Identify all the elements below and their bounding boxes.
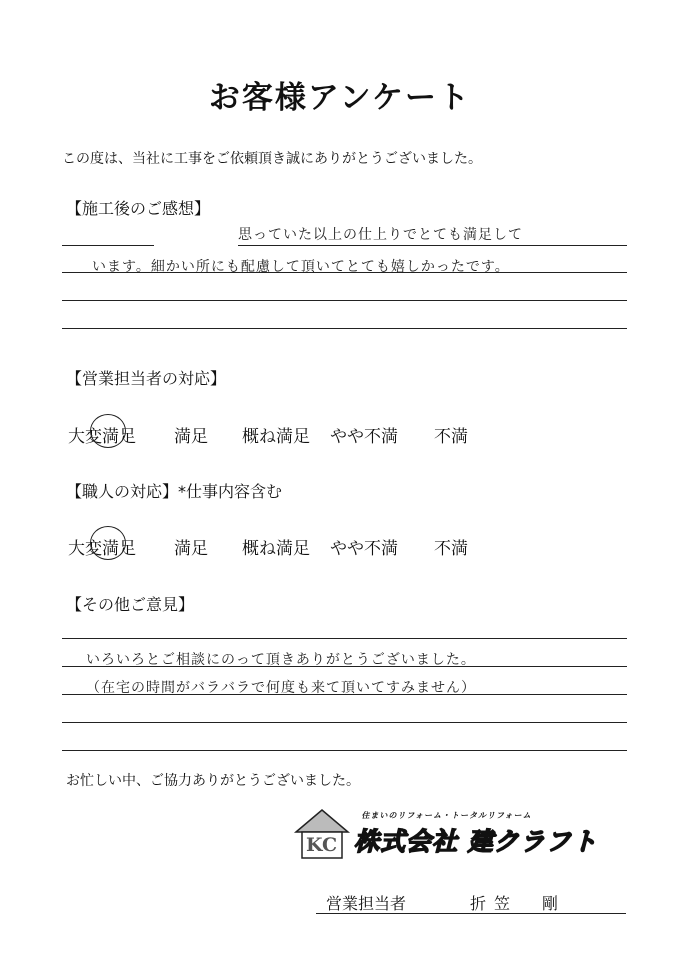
- other-rule-1: [62, 638, 627, 639]
- intro-text: この度は、当社に工事をご依頼頂き誠にありがとうございました。: [62, 151, 482, 167]
- craftsman-option-dissatisfied[interactable]: 不満: [434, 539, 468, 559]
- other-rule-3: [62, 694, 627, 695]
- logo-letters: KC: [306, 834, 338, 856]
- company-logo-mark: [292, 806, 352, 862]
- sales-option-very-satisfied[interactable]: 大変満足: [68, 427, 136, 447]
- impression-line-2: います。細かい所にも配慮して頂いてとても嬉しかったです。: [92, 259, 510, 275]
- other-line-1: いろいろとご相談にのって頂きありがとうございました。: [86, 652, 476, 668]
- impression-rule-2: [62, 272, 627, 273]
- craftsman-selected-circle: [90, 526, 126, 560]
- craftsman-option-somewhat-dissatisfied[interactable]: やや不満: [330, 539, 398, 559]
- craftsman-option-satisfied[interactable]: 満足: [174, 539, 208, 559]
- impression-rule-1: [238, 245, 627, 246]
- company-name: 株式会社 建クラフト: [354, 827, 598, 856]
- sales-option-dissatisfied[interactable]: 不満: [434, 427, 468, 447]
- craftsman-heading-label: 【職人の対応】: [66, 482, 179, 501]
- other-rule-4: [62, 722, 627, 723]
- sales-heading: 【営業担当者の対応】: [66, 369, 227, 388]
- company-tagline: 住まいのリフォーム・トータルリフォーム: [361, 811, 534, 820]
- impression-rule-short: [62, 245, 154, 246]
- impression-line-1: 思っていた以上の仕上りでとても満足して: [238, 227, 523, 243]
- craftsman-heading-note: *仕事内容含む: [178, 482, 283, 501]
- sales-option-mostly-satisfied[interactable]: 概ね満足: [242, 427, 310, 447]
- craftsman-option-very-satisfied[interactable]: 大変満足: [68, 539, 136, 559]
- other-rule-5: [62, 750, 627, 751]
- impression-rule-3: [62, 300, 627, 301]
- impression-rule-4: [62, 328, 627, 329]
- other-line-2: （在宅の時間がバラバラで何度も来て頂いてすみません）: [86, 680, 476, 696]
- sales-option-satisfied[interactable]: 満足: [174, 427, 208, 447]
- impression-heading: 【施工後のご感想】: [66, 199, 211, 218]
- sales-option-somewhat-dissatisfied[interactable]: やや不満: [330, 427, 398, 447]
- staff-underline: [316, 913, 626, 914]
- staff-name: 折笠 剛: [470, 894, 567, 913]
- sales-selected-circle: [90, 414, 126, 448]
- other-heading: 【その他ご意見】: [66, 595, 195, 614]
- staff-label: 営業担当者: [326, 894, 407, 913]
- closing-text: お忙しい中、ご協力ありがとうございました。: [66, 773, 360, 789]
- craftsman-heading: [66, 479, 282, 502]
- page-title: お客様アンケート: [208, 80, 472, 116]
- craftsman-option-mostly-satisfied[interactable]: 概ね満足: [242, 539, 310, 559]
- other-rule-2: [62, 666, 627, 667]
